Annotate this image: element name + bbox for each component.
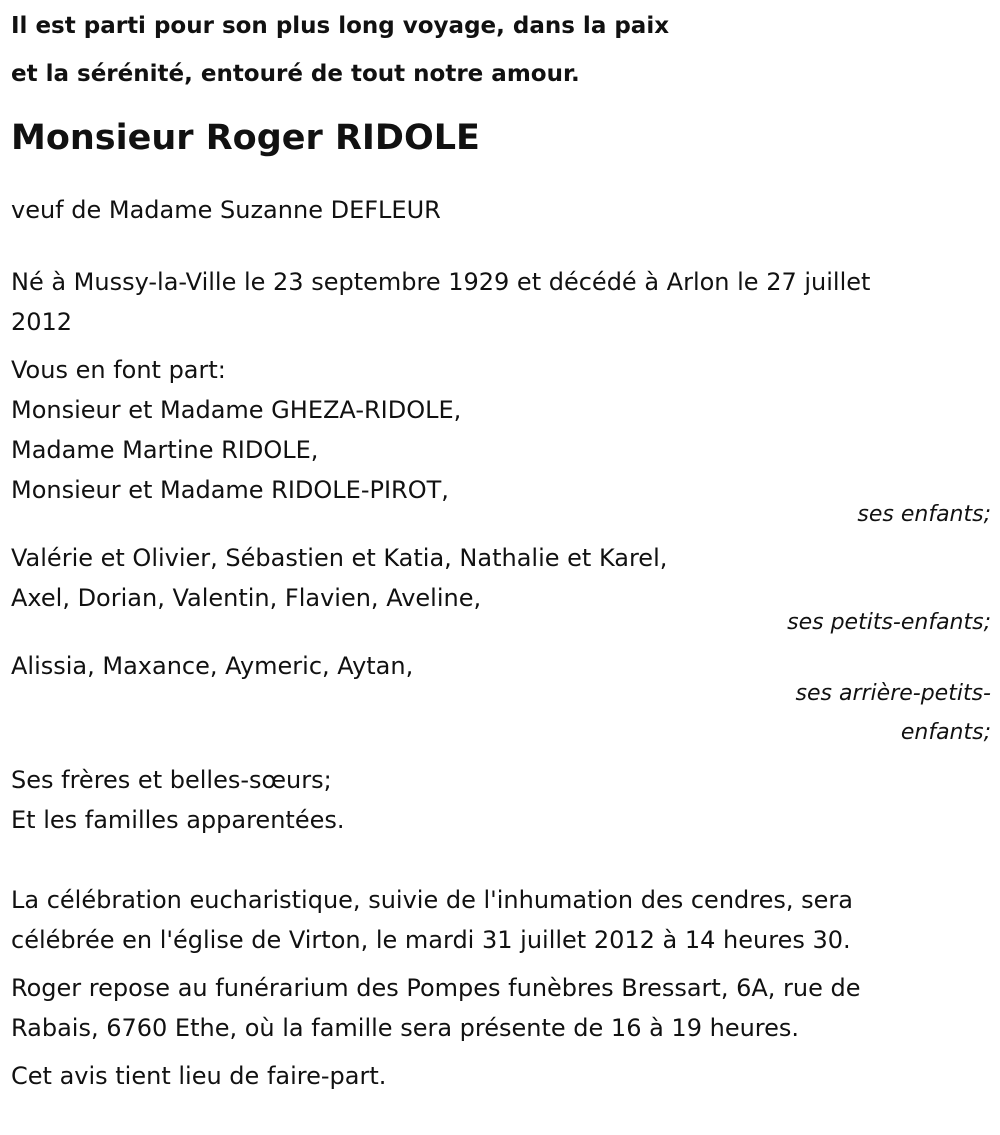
funeral-home-line-1: Roger repose au funérarium des Pompes funèbres Bressart, 6A, rue de <box>11 974 861 1002</box>
families-line: Et les familles apparentées. <box>11 806 345 834</box>
ceremony-details <box>11 880 991 960</box>
child-entry: Monsieur et Madame GHEZA-RIDOLE, <box>11 396 462 424</box>
intro-line-2: et la sérénité, entouré de tout notre amour. <box>11 61 580 87</box>
obituary-notice <box>11 0 991 1096</box>
announcement-intro: Vous en font part: <box>11 356 226 384</box>
siblings-line: Ses frères et belles-sœurs; <box>11 766 332 794</box>
birth-death-line-2: 2012 <box>11 308 73 336</box>
child-entry: Madame Martine RIDOLE, <box>11 436 319 464</box>
intro-text <box>11 2 991 98</box>
grandchild-entry: Axel, Dorian, Valentin, Flavien, Aveline, <box>11 584 482 612</box>
extended-family <box>11 760 991 840</box>
funeral-home-details <box>11 968 991 1048</box>
ceremony-line-1: La célébration eucharistique, suivie de l'inhumation des cendres, sera <box>11 886 853 914</box>
closing-line: Cet avis tient lieu de faire-part. <box>11 1062 387 1090</box>
grandchild-entry: Valérie et Olivier, Sébastien et Katia, Nathalie et Karel, <box>11 544 668 572</box>
funeral-home-line-2: Rabais, 6760 Ethe, où la famille sera présente de 16 à 19 heures. <box>11 1014 800 1042</box>
great-grandchildren-role-line-2: enfants; <box>900 720 991 745</box>
children-list <box>11 390 991 510</box>
great-grandchild-entry: Alissia, Maxance, Aymeric, Aytan, <box>11 652 414 680</box>
child-entry: Monsieur et Madame RIDOLE-PIROT, <box>11 476 449 504</box>
ceremony-line-2: célébrée en l'église de Virton, le mardi 31 juillet 2012 à 14 heures 30. <box>11 926 851 954</box>
widow-line: veuf de Madame Suzanne DEFLEUR <box>11 196 441 224</box>
children-role: ses enfants; <box>857 502 991 527</box>
great-grandchildren-role-line-1: ses arrière-petits- <box>795 681 991 706</box>
grandchildren-role: ses petits-enfants; <box>787 610 991 635</box>
intro-line-1: Il est parti pour son plus long voyage, dans la paix <box>11 13 670 39</box>
birth-death-line-1: Né à Mussy-la-Ville le 23 septembre 1929 et décédé à Arlon le 27 juillet <box>11 268 871 296</box>
deceased-name: Monsieur Roger RIDOLE <box>11 118 480 158</box>
birth-death-details <box>11 262 991 342</box>
